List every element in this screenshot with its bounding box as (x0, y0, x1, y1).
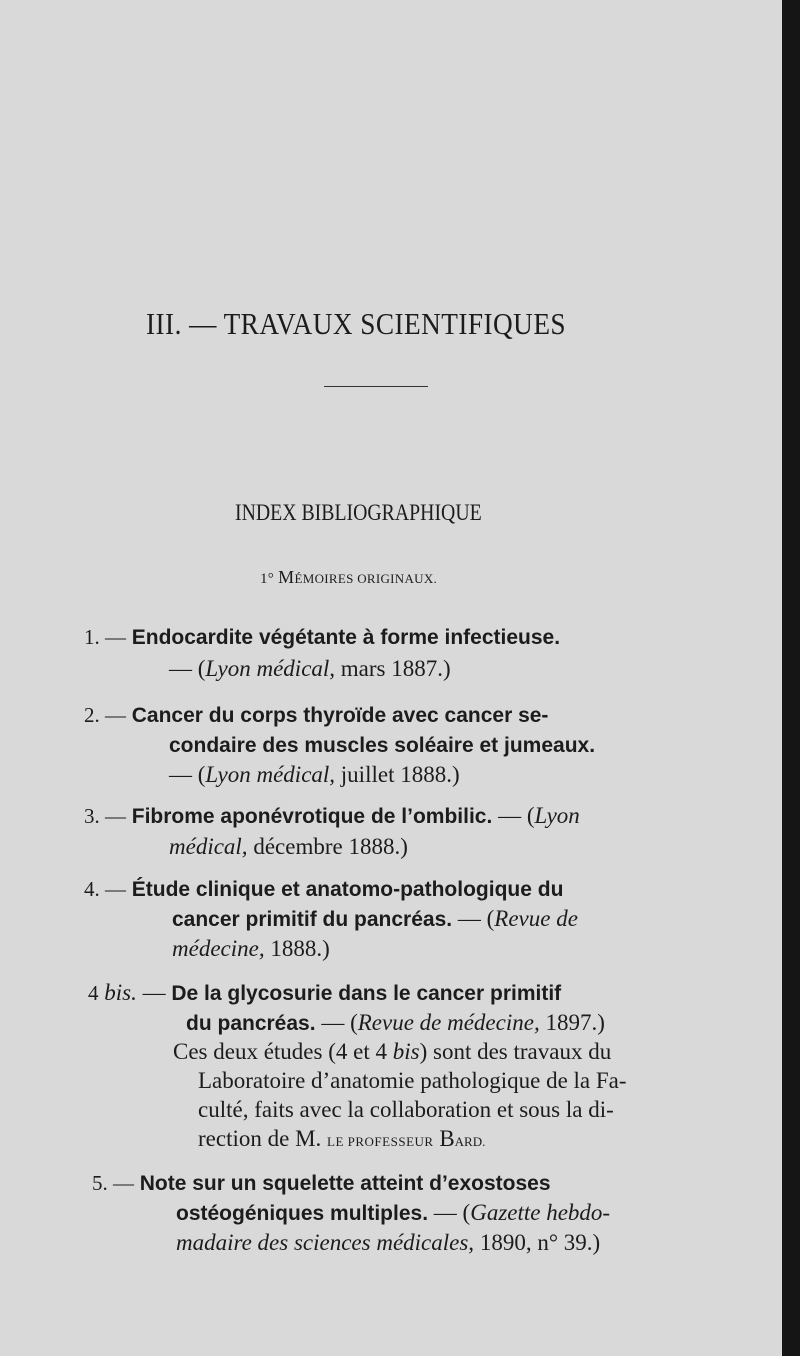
source-prefix: — ( (498, 803, 535, 828)
entry-title-line2: condaire des muscles soléaire et jumeaux. (169, 734, 596, 757)
note-line4-b: B (439, 1126, 455, 1151)
journal: Lyon médical, (205, 656, 336, 681)
entry-dash: — (142, 980, 166, 1005)
date: décembre 1888.) (253, 834, 408, 859)
journal: Lyon médical, (205, 762, 336, 787)
journal-part1: Lyon (534, 803, 580, 828)
journal: Revue de médecine, (357, 1010, 540, 1035)
note-line1-b: ) sont des travaux du (419, 1039, 612, 1064)
source-prefix: — ( (169, 656, 206, 681)
section-title: III. — TRAVAUX SCIENTIFIQUES (146, 306, 567, 341)
index-heading: INDEX BIBLIOGRAPHIQUE (235, 500, 482, 525)
note-line4-c: ARD. (454, 1134, 486, 1149)
entry-number: 3. — (84, 804, 126, 828)
note-line1-a: Ces deux études (4 et 4 (173, 1039, 387, 1064)
date: 1888.) (270, 936, 330, 961)
subheading (260, 567, 437, 588)
entry-title: Fibrome aponévrotique de l’ombilic. (131, 805, 493, 828)
entry-title-line1: Cancer du corps thyroïde avec cancer se- (131, 704, 549, 727)
title-divider (324, 386, 428, 387)
date: mars 1887.) (340, 656, 451, 681)
entry-title: Endocardite végétante à forme infectieuse. (131, 626, 561, 649)
note-line4-smallcaps: LE PROFESSEUR (327, 1134, 434, 1149)
entry-number: 1. — (84, 625, 126, 649)
entry-number: 5. — (92, 1171, 134, 1195)
subheading-initial: M (278, 567, 295, 587)
entry-number: 4 (88, 981, 99, 1005)
entry-number: 4. — (84, 877, 126, 901)
journal-part2: médical, (169, 834, 248, 859)
entry-title-line2: du pancréas. (186, 1012, 316, 1035)
entry-title-line1: Étude clinique et anatomo-pathologique du (131, 878, 564, 901)
entry-title-line2: cancer primitif du pancréas. (172, 908, 453, 931)
entry-number-bis: bis. (104, 980, 137, 1005)
note-line3: culté, faits avec la collaboration et sous la di- (198, 1097, 614, 1122)
journal-part2: madaire des sciences médicales, (176, 1230, 475, 1255)
entry-title-line1: Note sur un squelette atteint d’exostoses (139, 1172, 551, 1195)
source-prefix: — ( (321, 1010, 358, 1035)
source-prefix: — ( (457, 906, 495, 931)
subheading-number: 1° (260, 571, 275, 587)
entry-number: 2. — (84, 703, 126, 727)
journal-part1: Revue de (494, 906, 578, 931)
note-line1-bis: bis (392, 1039, 420, 1064)
date: juillet 1888.) (340, 762, 460, 787)
subheading-rest: ÉMOIRES ORIGINAUX. (294, 571, 438, 586)
entry-title-line2: ostéogéniques multiples. (176, 1202, 429, 1225)
entry-title-line1: De la glycosurie dans le cancer primitif (171, 982, 562, 1005)
note-line4-a: rection de M. (198, 1126, 322, 1151)
source-prefix: — ( (169, 762, 206, 787)
journal-part2: médecine, (172, 936, 265, 961)
source-prefix: — ( (433, 1200, 471, 1225)
date: 1890, n° 39.) (479, 1230, 601, 1255)
note-line2: Laboratoire d’anatomie pathologique de la Fa- (198, 1068, 627, 1093)
journal-part1: Gazette hebdo- (470, 1200, 611, 1225)
date: 1897.) (545, 1010, 605, 1035)
